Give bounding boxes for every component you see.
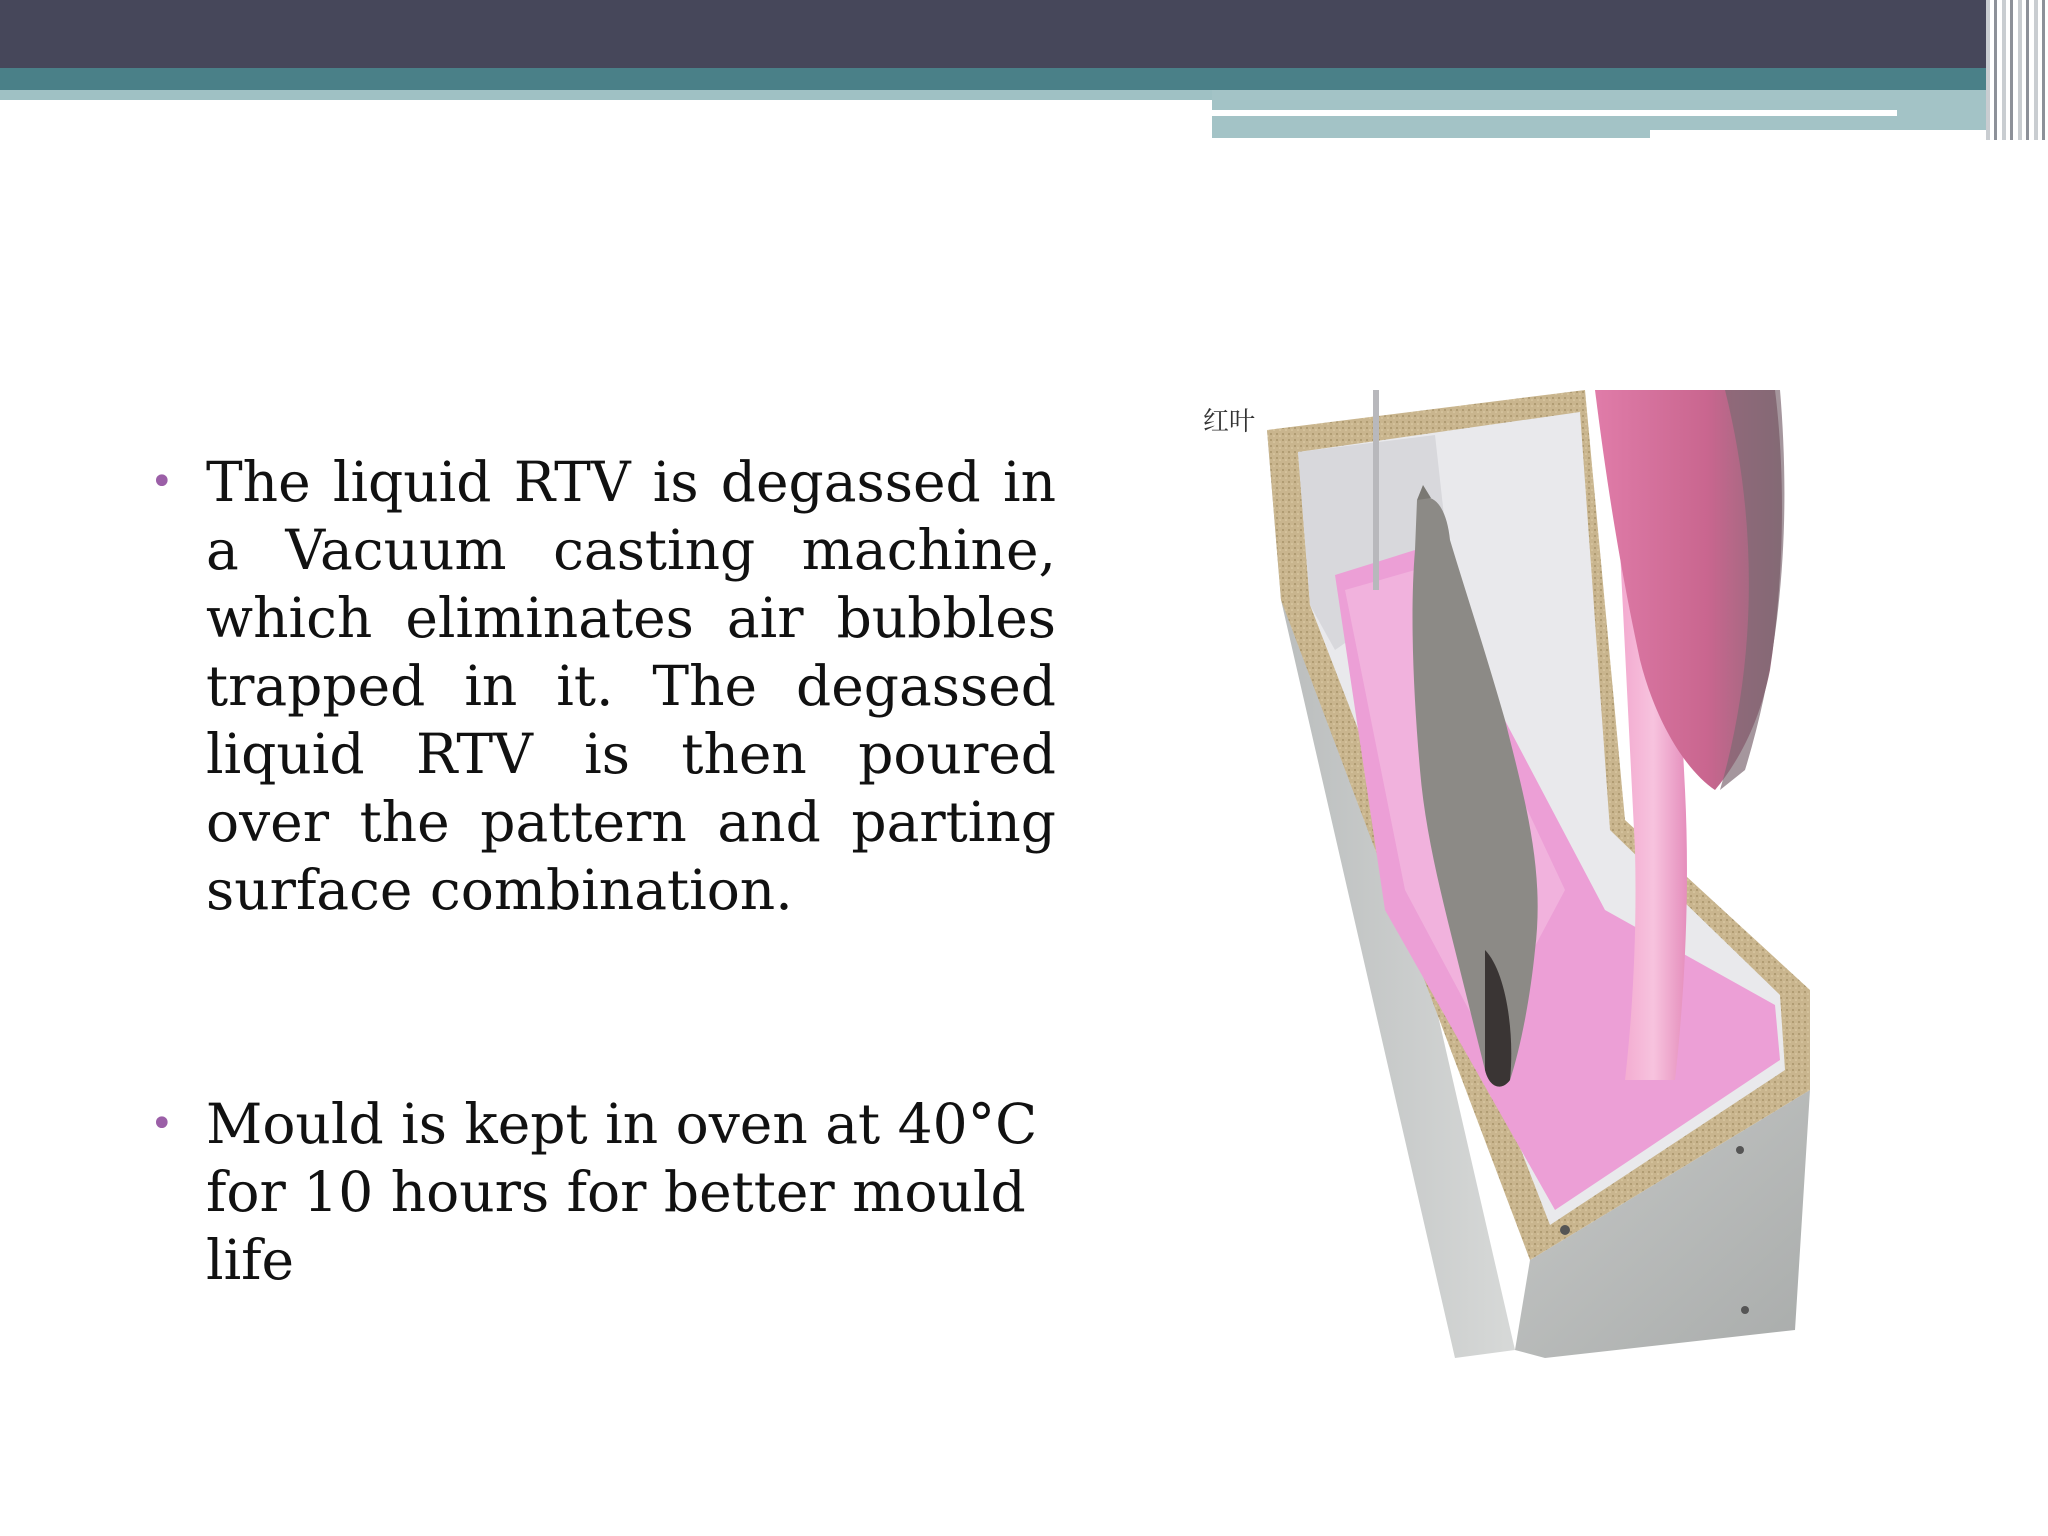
bullet-icon: • — [150, 459, 174, 505]
header-edge-stripes — [1986, 0, 2048, 140]
mould-casting-photo — [1185, 390, 1825, 1358]
bullet-text: The liquid RTV is degassed in a Vacuum casting machine, which eliminates air bubbles trapped in it. The degassed liquid RTV is then poured over the pattern and parting surface combination. — [206, 450, 1056, 922]
bullet-item-oven — [146, 1090, 1056, 1294]
bullet-text: Mould is kept in oven at 40°C for 10 hours for better mould life — [206, 1092, 1038, 1292]
header-band-light-left — [0, 90, 1212, 100]
header-divider-line — [1212, 110, 1897, 116]
header-band-teal — [0, 68, 2048, 90]
bullet-item-degassing — [146, 448, 1056, 924]
header-divider-line-short — [1650, 130, 2010, 138]
bullet-list — [146, 448, 1056, 1294]
header-band-dark — [0, 0, 2048, 68]
bullet-icon: • — [150, 1101, 174, 1147]
photo-watermark: 红叶 — [1203, 407, 1256, 437]
